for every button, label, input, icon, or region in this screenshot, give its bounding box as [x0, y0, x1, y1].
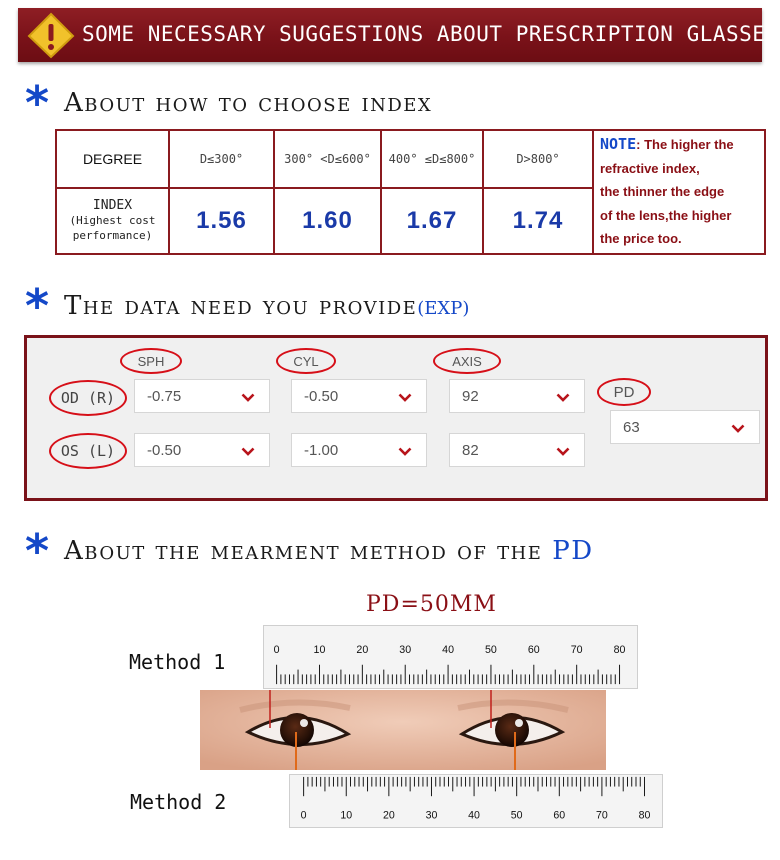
index-value: 1.60: [274, 188, 381, 253]
chevron-down-icon: [241, 393, 255, 402]
section-title-highlight: PD: [552, 536, 594, 566]
od-cyl-select[interactable]: [291, 379, 427, 413]
select-value: -0.50: [304, 387, 339, 405]
index-value: 1.67: [381, 188, 483, 253]
ruler-label: 10: [313, 644, 326, 657]
sph-header: SPH: [120, 348, 182, 374]
ruler-label: 10: [340, 809, 353, 822]
banner-title: SOME NECESSARY SUGGESTIONS ABOUT PRESCRIPTION GLASSES: [82, 22, 779, 46]
index-value: 1.56: [169, 188, 274, 253]
axis-header: AXIS: [433, 348, 501, 374]
ruler-label: 30: [399, 644, 412, 657]
chevron-down-icon: [241, 447, 255, 456]
section-heading-index: [18, 76, 433, 130]
select-value: 82: [462, 441, 479, 459]
note-line: : The higher the: [636, 137, 734, 152]
os-cyl-select[interactable]: [291, 433, 427, 467]
ruler-label: 20: [356, 644, 369, 657]
note-line: of the lens,the higher: [600, 207, 732, 223]
chevron-down-icon: [731, 424, 745, 433]
section-heading-data: [18, 279, 470, 333]
ruler-bottom: [289, 774, 663, 828]
section-title: About how to choose index: [64, 88, 433, 118]
select-value: -0.75: [147, 387, 182, 405]
os-axis-select[interactable]: [449, 433, 585, 467]
ruler-label: 0: [273, 644, 280, 657]
eyes-photo: [200, 690, 606, 770]
asterisk-icon: *: [24, 279, 50, 333]
ruler-label: 30: [425, 809, 438, 822]
pd-header: PD: [597, 378, 651, 406]
range-cell: 300° <D≤600°: [274, 130, 381, 188]
os-sph-select[interactable]: [134, 433, 270, 467]
ruler-label: 50: [485, 644, 497, 657]
index-label-cell: [56, 188, 169, 253]
select-value: -1.00: [304, 441, 339, 459]
pd-select[interactable]: [610, 410, 760, 444]
ruler-label: 80: [613, 644, 626, 657]
method-1-label: Method 1: [129, 650, 226, 674]
ruler-label: 70: [596, 809, 608, 822]
ruler-label: 70: [570, 644, 583, 657]
index-table: [55, 129, 766, 255]
chevron-down-icon: [398, 447, 412, 456]
ruler-label: 0: [300, 809, 307, 822]
note-line: the thinner the edge: [600, 184, 725, 199]
ruler-label: 80: [638, 809, 651, 822]
range-cell: D>800°: [483, 130, 593, 188]
note-cell: [593, 130, 765, 254]
method-2-label: Method 2: [130, 790, 227, 814]
od-label: OD (R): [49, 380, 127, 416]
asterisk-icon: *: [24, 524, 50, 578]
note-line: refractive index,: [600, 160, 700, 176]
section-title-text: About the mearment method of the: [64, 536, 553, 566]
range-cell: D≤300°: [169, 130, 274, 188]
od-sph-select[interactable]: [134, 379, 270, 413]
section-heading-pd: [18, 524, 594, 578]
index-sub: performance): [72, 229, 153, 243]
note-key: NOTE: [600, 135, 637, 153]
chevron-down-icon: [556, 447, 570, 456]
ruler-label: 50: [510, 809, 523, 822]
index-value: 1.74: [483, 188, 593, 253]
eyes-illustration: [200, 690, 606, 770]
section-title-suffix: (EXP): [417, 298, 470, 319]
ruler-label: 60: [553, 809, 566, 822]
select-value: 92: [462, 387, 479, 405]
select-value: -0.50: [147, 441, 182, 459]
select-value: 63: [623, 418, 640, 436]
note-line: the price too.: [600, 231, 682, 246]
ruler-top: [263, 625, 638, 689]
chevron-down-icon: [398, 393, 412, 402]
ruler-label: 40: [442, 644, 454, 657]
ruler-label: 40: [468, 809, 480, 822]
od-axis-select[interactable]: [449, 379, 585, 413]
ruler-label: 20: [382, 809, 395, 822]
pd-example-title: PD=50MM: [366, 592, 497, 617]
degree-label: DEGREE: [56, 130, 169, 188]
section-title: [64, 536, 594, 566]
prescription-panel: [24, 335, 768, 501]
section-title: [64, 291, 469, 321]
warning-icon: [26, 11, 76, 59]
asterisk-icon: *: [24, 76, 50, 130]
chevron-down-icon: [556, 393, 570, 402]
os-label: OS (L): [49, 433, 127, 469]
index-sub: (Highest cost: [69, 214, 156, 228]
range-cell: 400° ≤D≤800°: [381, 130, 483, 188]
index-label: INDEX: [92, 198, 133, 214]
header-banner: [18, 8, 779, 62]
cyl-header: CYL: [276, 348, 336, 374]
ruler-label: 60: [527, 644, 540, 657]
section-title-text: The data need you provide: [64, 291, 418, 321]
